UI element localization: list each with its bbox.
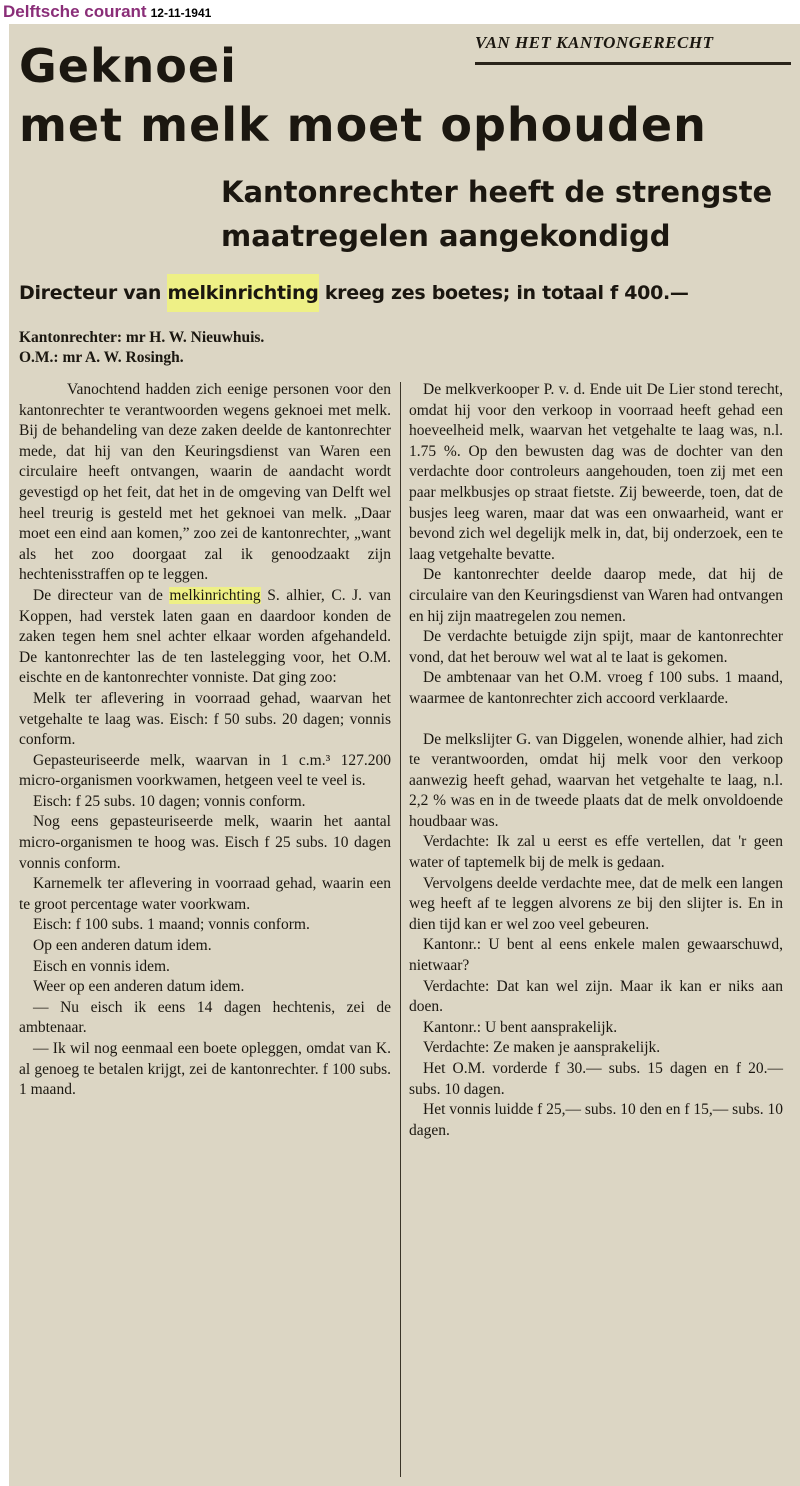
paragraph-l11: Weer op een anderen datum idem. [33,978,245,996]
publication-name: Delftsche courant [3,2,147,21]
headline-line-2: met melk moet ophouden [19,98,707,152]
paragraph-l13: — Ik wil nog eenmaal een boete opleggen, omdat van K. al genoeg te betalen krijgt, zei de kantonrechter. f 100 subs. 1 maand. [19,1040,391,1099]
paragraph-l5: Eisch: f 25 subs. 10 dagen; vonnis conform. [33,792,306,810]
newspaper-clipping [9,24,800,1486]
paragraph-l12: — Nu eisch ik eens 14 dagen hechtenis, zei de ambtenaar. [19,998,391,1037]
right-column [409,380,783,1141]
deck-after: kreeg zes boetes; in totaal f 400.— [318,282,689,304]
paragraph-l9: Op een anderen datum idem. [33,937,212,955]
section-gap [409,710,783,730]
section-kicker: VAN HET KANTONGERECHT [475,33,714,52]
headline-line-1: Geknoei [19,39,237,93]
paragraph-l8: Eisch: f 100 subs. 1 maand; vonnis conform. [33,916,310,934]
paragraph-r7: Vervolgens deelde verdachte mee, dat de melk een langen weg heeft af te leggen alvorens ze bij den slijter is. En in dien tijd kan er wel zoo veel gebeuren. [409,874,783,933]
subheadline-line-1: Kantonrechter heeft de strengste [221,175,773,209]
left-column [19,380,391,1101]
paragraph-text: De directeur van de [33,586,170,604]
publication-date: 12-11-1941 [150,6,212,20]
kicker-rule [475,62,791,65]
column-rule [400,382,401,1477]
paragraph-l6: Nog eens gepasteuriseerde melk, waarin het aantal micro-organismen te hoog was. Eisch f 25 subs. 10 dagen vonnis conform. [19,813,391,872]
deck-before: Directeur van [19,282,168,304]
paragraph-l1: Vanochtend hadden zich eenige personen voor den kantonrechter te verantwoorden wegens geknoei met melk. Bij de behandeling van deze zaken deelde de kantonrechter mede, dat hij van den Keuringsdienst van Waren een circulaire heeft ontvangen, waarin de aandacht wordt gevestigd op het feit, dat het in de omgeving van Delft wel heel treurig is gesteld met het geknoei van melk. „Daar moet een eind aan komen,” zoo zei de kantonrechter, „want als het zoo doorgaat zal ik genoodzaakt zijn hechtenisstraffen op te leggen. [19,381,391,584]
paragraph-l7: Karnemelk ter aflevering in voorraad gehad, waarin een te groot percentage water voorkwam. [19,875,391,913]
paragraph-l2 [19,586,391,689]
paragraph-text: S. alhier, C. J. van Koppen, had verstek laten gaan en daardoor konden de zaken tegen hem snel achter elkaar worden afgehandeld. De kantonrechter las de ten lastelegging voor, het O.M. eischte en de kantonrechter vonniste. Dat ging zoo: [19,586,391,687]
subheadline-line-2: maatregelen aangekondigd [221,219,671,253]
paragraph-r1: De melkverkooper P. v. d. Ende uit De Lier stond terecht, omdat hij voor den verkoop in voorraad heeft gehad een hoeveelheid melk, waarvan het vetgehalte te laag was, n.l. 1.75 %. Op den bewusten dag was de dochter van den verdachte door controleurs aangehouden, toen zij met een paar melkbusjes op straat fietste. Zij beweerde, toen, dat de busjes leeg waren, maar dat was een onwaarheid, want er bevond zich wel degelijk melk in, dat, bij onderzoek, een te laag vetgehalte bevatte. [409,381,783,563]
paragraph-r10: Kantonr.: U bent aansprakelijk. [423,1018,618,1036]
paragraph-l4: Gepasteuriseerde melk, waarvan in 1 c.m.³ 127.200 micro-organismen voorkwamen, hetgeen veel te veel is. [19,751,391,790]
paragraph-r8: Kantonr.: U bent al eens enkele malen gewaarschuwd, nietwaar? [409,936,783,975]
paragraph-r5: De melkslijter G. van Diggelen, wonende alhier, had zich te verantwoorden, omdat hij melk voor den verkoop aanwezig heeft gehad, waarvan het vetgehalte te laag, n.l. 2,2 % was en in de tweede plaats dat de melk onvoldoende houdbaar was. [409,730,783,830]
paragraph-r6: Verdachte: Ik zal u eerst es effe vertellen, dat 'r geen water of taptemelk bij de melk is gedaan. [409,833,783,872]
masthead [3,2,211,24]
byline-judge: Kantonrechter: mr H. W. Nieuwhuis. [19,329,265,346]
paragraph-l10: Eisch en vonnis idem. [33,957,170,975]
paragraph-r11: Verdachte: Ze maken je aansprakelijk. [423,1039,661,1057]
paragraph-r12: Het O.M. vorderde f 30.— subs. 15 dagen en f 20.— subs. 10 dagen. [409,1060,783,1098]
paragraph-r2: De kantonrechter deelde daarop mede, dat hij de circulaire van den Keuringsdienst van Waren had ontvangen en hij zijn maatregelen zou nemen. [409,566,783,625]
deck-highlight: melkinrichting [167,274,318,312]
paragraph-r13: Het vonnis luidde f 25,— subs. 10 den en f 15,— subs. 10 dagen. [409,1101,783,1139]
paragraph-r9: Verdachte: Dat kan wel zijn. Maar ik kan er niks aan doen. [409,977,783,1016]
paragraph-r4: De ambtenaar van het O.M. vroeg f 100 subs. 1 maand, waarmee de kantonrechter zich accoord verklaarde. [409,669,783,707]
byline-prosecutor: O.M.: mr A. W. Rosingh. [19,349,184,366]
paragraph-l3: Melk ter aflevering in voorraad gehad, waarvan het vetgehalte te laag was. Eisch: f 50 subs. 20 dagen; vonnis conform. [19,689,391,749]
deck [19,282,789,304]
highlighted-term: melkinrichting [169,586,261,604]
paragraph-r3: De verdachte betuigde zijn spijt, maar de kantonrechter vond, dat het berouw wel wat al te laat is gekomen. [409,628,783,666]
